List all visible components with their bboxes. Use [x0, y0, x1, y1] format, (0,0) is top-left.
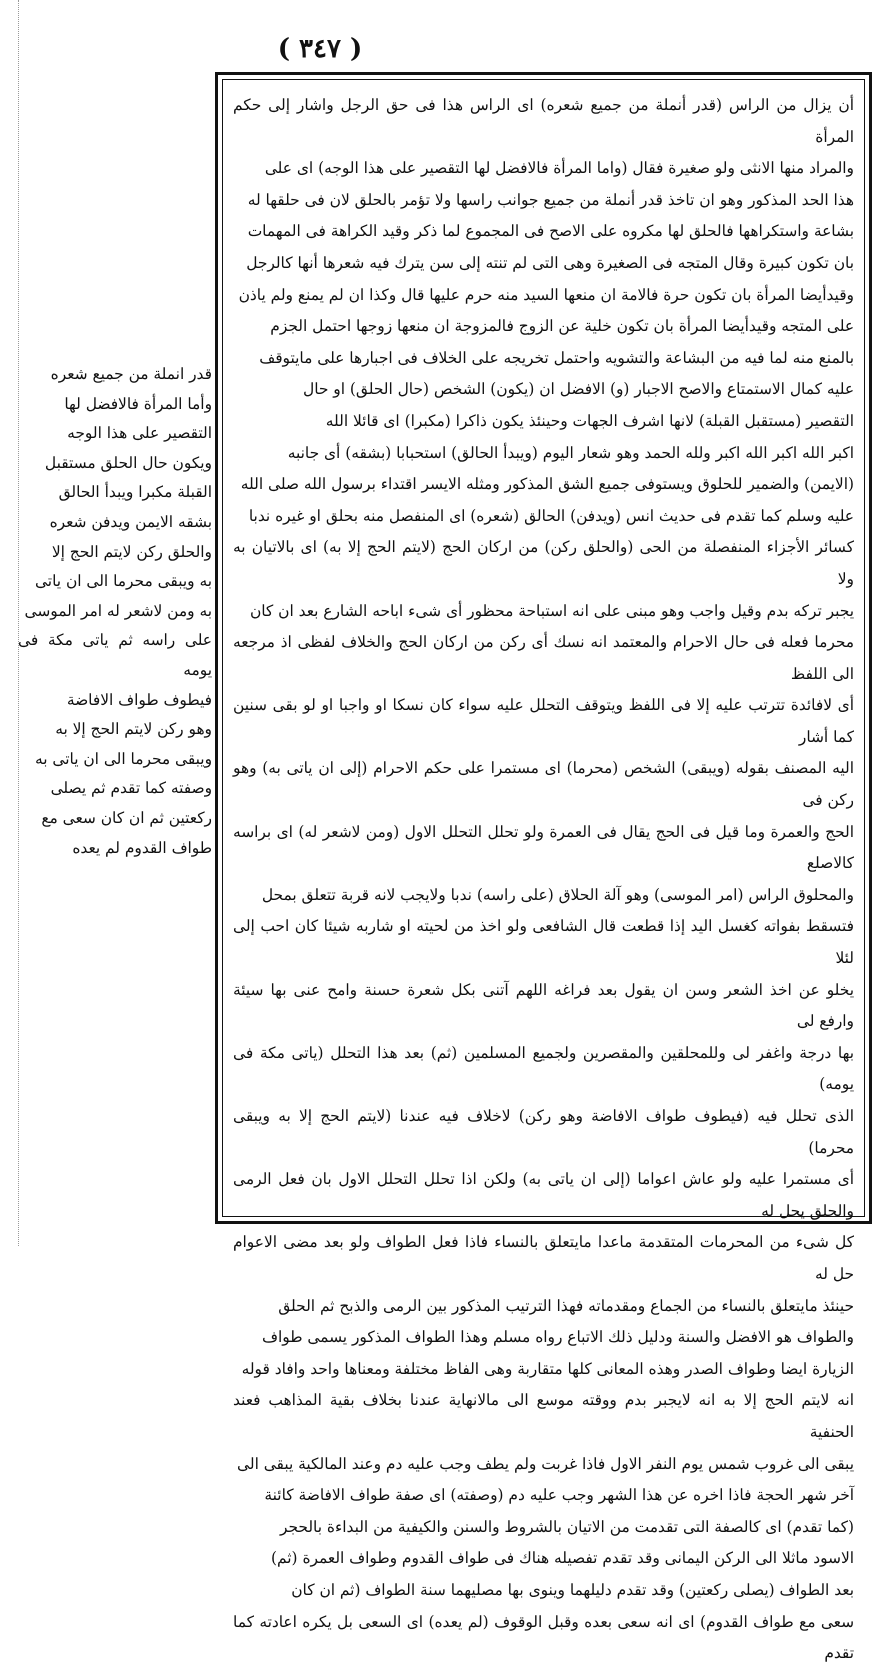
page-edge: [0, 0, 19, 1246]
text-line: يبقى الى غروب شمس يوم النفر الاول فاذا غربت ولم يطف وجب عليه دم وعند المالكية يبقى الى: [237, 1454, 854, 1473]
text-line: والطواف هو الافضل والسنة ودليل ذلك الاتباع رواه مسلم وهذا الطواف المذكور يسمى طواف: [262, 1328, 854, 1347]
text-line: كل شىء من المحرمات المتقدمة ماعدا مايتعلق بالنساء فاذا فعل الطواف ولو بعد مضى الاعوام حل له: [233, 1233, 854, 1283]
margin-line: والحلق ركن لايتم الحج إلا: [51, 542, 212, 561]
text-line: هذا الحد المذكور وهو ان تاخذ قدر أنملة من جميع جوانب راسها ولا تؤمر بالحلق لان فى حلقها له: [247, 190, 854, 209]
text-line: حينئذ مايتعلق بالنساء من الجماع ومقدماته فهذا الترتيب المذكور بين الرمى والذبح ثم الحلق: [278, 1296, 854, 1315]
text-line: أى مستمرا عليه ولو عاش اعواما (إلى ان ياتى به) ولكن اذا تحلل التحلل الاول بان فعل الرمى والحلق يحل له: [233, 1170, 854, 1220]
text-line: اليه المصنف بقوله (ويبقى) الشخص (محرما) اى مستمرا على حكم الاحرام (إلى ان ياتى به) وهو ركن فى: [233, 759, 854, 810]
text-line: بان تكون كبيرة وقال المتجه فى الصغيرة وهى التى لم تنته إلى سن يترك فيه شعرها أنها كالرجل: [246, 253, 854, 272]
text-line: والمحلوق الراس (امر الموسى) وهو آلة الحلاق (على راسه) ندبا ولايجب لانه قربة تتعلق بمحل: [261, 885, 854, 904]
margin-line: قدر انملة من جميع شعره: [50, 365, 212, 383]
text-line: بشاعة واستكراهها فالحلق لها مكروه على الاصح فى المجموع لما ذكر وقيد الكراهة فى المهمات: [247, 222, 854, 241]
text-line: انه لايتم الحج إلا به انه لايجبر بدم ووقته موسع الى مالانهاية عندنا بخلاف بقية المذاهب فعند الحنفية: [233, 1391, 854, 1441]
margin-line: ركعتين ثم ان كان سعى مع: [41, 808, 212, 827]
text-line: بالمنع منه لما فيه من البشاعة والتشويه واحتمل تخريجه على الخلاف فى اجبارها على مايتوقف: [259, 348, 854, 367]
text-line: سعى مع طواف القدوم) اى انه سعى بعده وقبل الوقوف (لم يعده) اى السعى بل يكره اعادته كما تقدم: [233, 1612, 854, 1663]
text-line: أن يزال من الراس (قدر أنملة من جميع شعره) اى الراس هذا فى حق الرجل واشار إلى حكم المرأة: [233, 96, 854, 146]
text-line: عليه كمال الاستمتاع والاصح الاجبار (و) الافضل ان (يكون) الشخص (حال الحلق) او حال: [303, 380, 854, 399]
text-line: الحج والعمرة وما قيل فى الحج يقال فى العمرة ولو تحلل التحلل الاول (ومن لاشعر له) اى براسه كالاصلع: [233, 822, 854, 873]
text-line: بعد الطواف (يصلى ركعتين) وقد تقدم دليلهما وينوى بها مصليهما سنة الطواف (ثم ان كان: [291, 1580, 854, 1599]
text-line: الذى تحلل فيه (فيطوف طواف الافاضة وهو ركن) لاخلاف فيه عندنا (لايتم الحج إلا به ويبقى محرما): [233, 1107, 854, 1157]
margin-line: بشقه الايمن ويدفن شعره: [49, 512, 212, 531]
margin-line: القبلة مكبرا ويبدأ الحالق: [58, 483, 212, 502]
text-line: بها درجة واغفر لى وللمحلقين والمقصرين ولجميع المسلمين (ثم) بعد هذا التحلل (ياتى مكة فى يومه): [233, 1043, 854, 1094]
page-number: ( ٣٤٧ ): [277, 34, 363, 64]
margin-line: فيطوف طواف الافاضة: [66, 690, 212, 709]
text-line: يجبر تركه بدم وقيل واجب وهو مبنى على انه استباحة محظور أى شىء اباحه الشارع بعد ان كان: [249, 601, 854, 620]
margin-line: به ويبقى محرما الى ان ياتى: [34, 572, 212, 591]
text-frame-inner: [222, 79, 865, 1663]
text-line: أى لافائدة تترتب عليه إلا فى اللفظ ويتوقف التحلل عليه سواء كان نسكا او واجبا او لو بقى سنين كما أشار: [233, 696, 854, 746]
text-line: عليه وسلم كما تقدم فى حديث انس (ويدفن) الحالق (شعره) اى المنفصل منه بحلق او غيره ندبا: [248, 506, 854, 525]
text-frame: [215, 72, 872, 1663]
margin-commentary: [18, 360, 212, 863]
margin-line: به ومن لاشعر له امر الموسى: [24, 601, 212, 620]
text-line: التقصير (مستقبل القبلة) لانها اشرف الجهات وحينئذ يكون ذاكرا (مكبرا) اى قائلا الله: [325, 411, 854, 430]
text-line: الزيارة ايضا وطواف الصدر وهذه المعانى كلها متقاربة وهى الفاظ مختلفة ومعناها واحد وافاد قوله: [241, 1359, 854, 1378]
text-line: (كما تقدم) اى كالصفة التى تقدمت من الاتيان بالشروط والسنن والكيفية من البداءة بالحجر: [280, 1517, 854, 1536]
text-line: فتسقط بفواته كغسل اليد إذا قطعت قال الشافعى ولو اخذ من لحيته او شاربه شيئا كان احب إلى لئلا: [233, 917, 854, 968]
main-text-body: [233, 90, 854, 1670]
text-line: محرما فعله فى حال الاحرام والمعتمد انه نسك أى ركن من اركان الحج والخلاف لفظى اذ مرجعه الى اللفظ: [233, 633, 854, 683]
margin-line: على راسه ثم ياتى مكة فى يومه: [18, 631, 212, 679]
text-line: يخلو عن اخذ الشعر وسن ان يقول بعد فراغه اللهم آتنى بكل شعرة حسنة وامح عنى بها سيئة وارفع لى: [233, 980, 854, 1031]
margin-line: ويكون حال الحلق مستقبل: [44, 453, 212, 472]
text-line: والمراد منها الانثى ولو صغيرة فقال (واما المرأة فالافضل لها التقصير على هذا الوجه) اى على: [264, 159, 854, 178]
text-line: اكبر الله اكبر الله اكبر ولله الحمد وهو شعار اليوم (ويبدأ الحالق) استحبابا (بشقه) أى جانبه: [287, 443, 854, 462]
margin-line: وهو ركن لايتم الحج إلا به: [55, 720, 212, 739]
text-line: كسائر الأجزاء المنفصلة من الحى (والحلق ركن) من اركان الحج (لايتم الحج إلا به) اى بالاتيان به ولا: [233, 538, 854, 588]
margin-line: وصفته كما تقدم ثم يصلى: [50, 779, 212, 798]
margin-line: وأما المرأة فالافضل لها: [64, 394, 212, 413]
text-line: وقيدأيضا المرأة بان تكون حرة فالامة ان منعها السيد منه حرم عليها قال وكذا ان لم يمنع ولم ياذن: [238, 285, 854, 304]
margin-line: ويبقى محرما الى ان ياتى به: [34, 749, 212, 768]
text-line: على المتجه وقيدأيضا المرأة بان تكون خلية عن الزوج فالمزوجة ان منعها زوجها احتمل الجزم: [270, 317, 854, 336]
text-line: آخر شهر الحجة فاذا اخره عن هذا الشهر وجب عليه دم (وصفته) اى صفة طواف الافاضة كائنة: [264, 1486, 854, 1505]
margin-line: التقصير على هذا الوجه: [67, 424, 212, 443]
text-line: الاسود ماثلا الى الركن اليمانى وقد تقدم تفصيله هناك فى طواف القدوم وطواف العمرة (ثم): [271, 1549, 854, 1568]
text-line: (الايمن) والضمير للحلوق ويستوفى جميع الشق المذكور ومثله الايسر اقتداء برسول الله صلى الله: [240, 475, 854, 494]
margin-line: طواف القدوم لم يعده: [72, 838, 212, 857]
